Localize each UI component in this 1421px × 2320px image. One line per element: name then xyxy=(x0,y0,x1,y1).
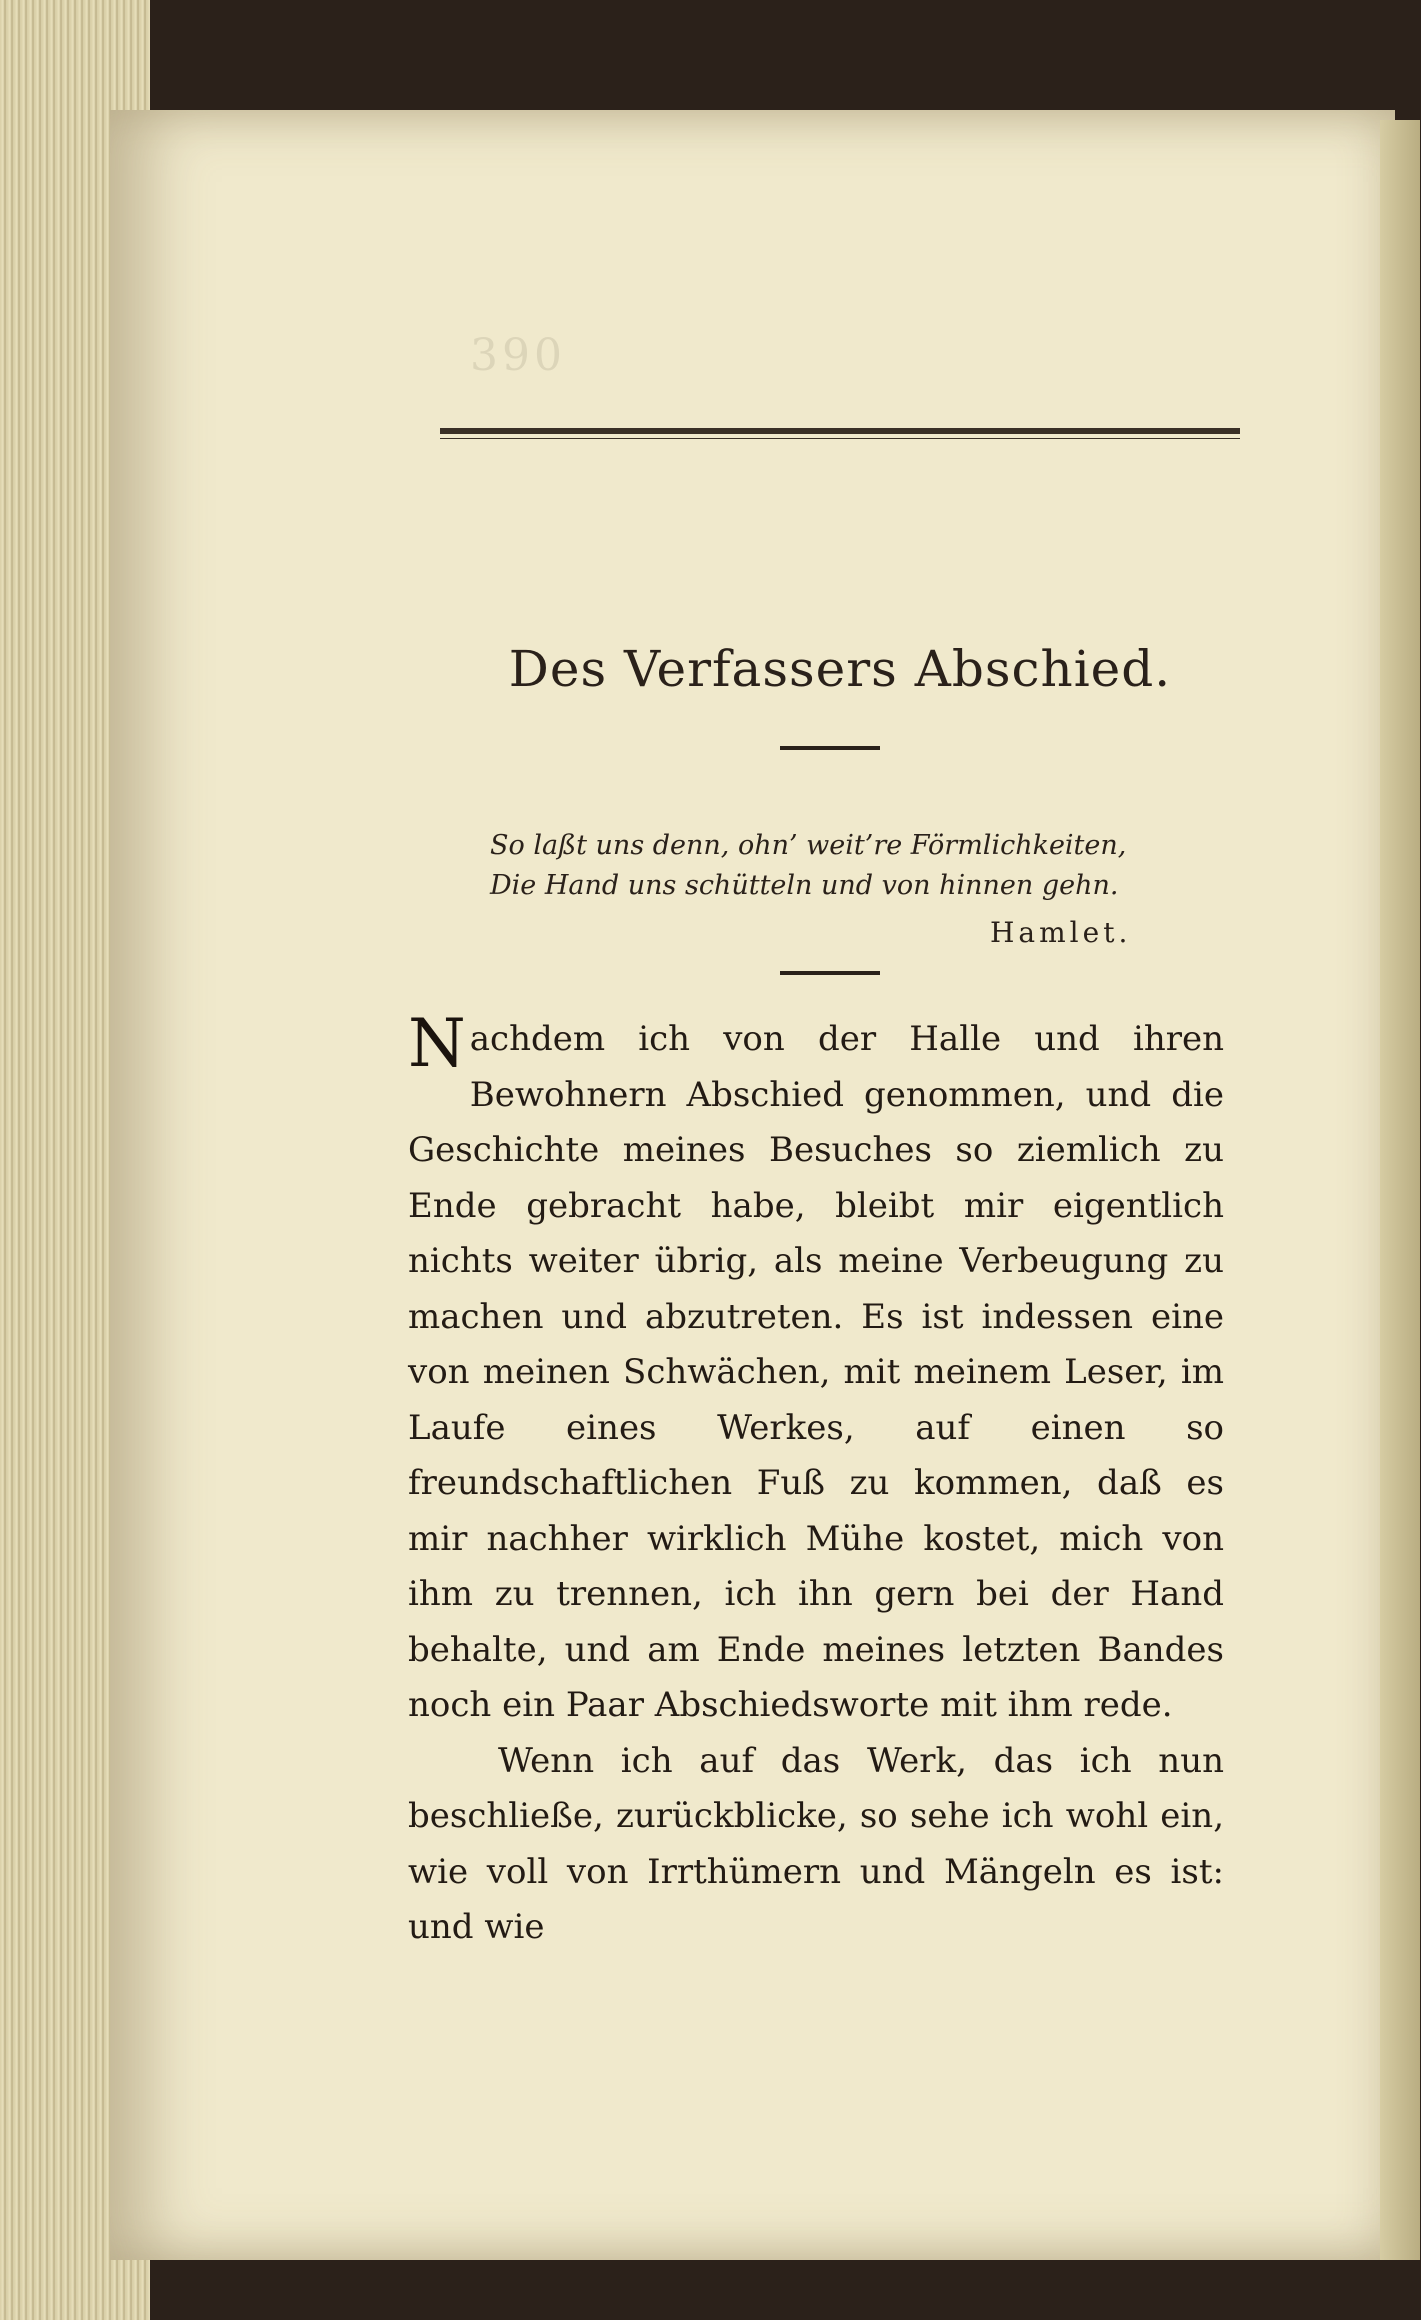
header-rule-thin xyxy=(440,438,1240,439)
epigraph-attribution: Hamlet. xyxy=(990,916,1132,949)
drop-cap: N xyxy=(408,1005,466,1082)
epigraph-line-2: Die Hand uns schütteln und von hinnen gehn. xyxy=(490,870,1119,901)
paragraph-1 xyxy=(408,1005,1224,1734)
epigraph-line-1: So laßt uns denn, ohn’ weit’re Förmlichkeiten, xyxy=(490,830,1127,861)
paragraph-2: Wenn ich auf das Werk, das ich nun beschließe, zurückblicke, so sehe ich wohl ein, wie voll von Irrthümern und Mängeln es ist: und wie xyxy=(408,1740,1224,1947)
book-right-edge xyxy=(1380,120,1420,2260)
epigraph-divider xyxy=(780,971,880,975)
header-rule xyxy=(440,428,1240,434)
title-divider xyxy=(780,746,880,750)
paragraph-1-text: achdem ich von der Halle und ihren Bewohnern Abschied genommen, und die Geschichte meines Besuches so ziemlich zu Ende gebracht habe, bleibt mir eigentlich nichts weiter übrig, als meine Verbeugung zu machen und abzutreten. Es ist indessen eine von meinen Schwächen, mit meinem Leser, im Laufe eines Werkes, auf einen so freundschaftlichen Fuß zu kommen, daß es mir nachher wirklich Mühe kostet, mich von ihm zu trennen, ich ihn gern bei der Hand behalte, und am Ende meines letzten Bandes noch ein Paar Abschiedsworte mit ihm rede. xyxy=(408,1019,1224,1725)
chapter-title: Des Verfassers Abschied. xyxy=(508,640,1172,698)
bleed-through-page-number: 390 xyxy=(470,330,566,381)
body-text xyxy=(408,1005,1224,1956)
